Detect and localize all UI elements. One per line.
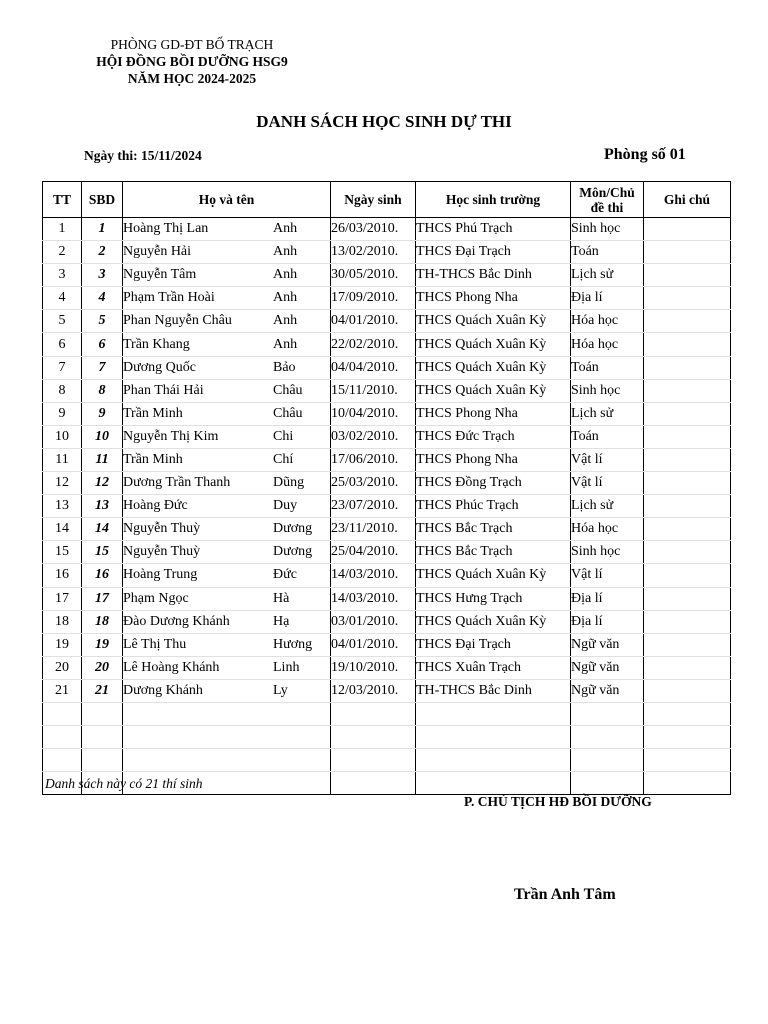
cell-dob: 26/03/2010. <box>331 218 416 241</box>
cell-sbd: 10 <box>82 425 123 448</box>
table-row <box>43 495 731 518</box>
cell-tt: 20 <box>43 656 82 679</box>
cell-name <box>123 241 331 264</box>
cell-school <box>416 702 571 725</box>
cell-school: THCS Phong Nha <box>416 402 571 425</box>
last-middle-name: Lê Thị Thu <box>123 636 187 652</box>
cell-sbd: 6 <box>82 333 123 356</box>
cell-note <box>644 702 731 725</box>
cell-school: THCS Bắc Trạch <box>416 541 571 564</box>
cell-name <box>123 310 331 333</box>
room-number: Phòng số 01 <box>604 146 686 163</box>
last-middle-name: Lê Hoàng Khánh <box>123 659 220 675</box>
cell-tt: 18 <box>43 610 82 633</box>
document-title: DANH SÁCH HỌC SINH DỰ THI <box>256 112 512 131</box>
cell-tt: 8 <box>43 379 82 402</box>
first-name: Châu <box>273 405 303 421</box>
table-row <box>43 379 731 402</box>
cell-school: THCS Xuân Trạch <box>416 656 571 679</box>
cell-dob <box>331 702 416 725</box>
cell-school: TH-THCS Bắc Dinh <box>416 264 571 287</box>
cell-note <box>644 264 731 287</box>
cell-sbd: 13 <box>82 495 123 518</box>
last-middle-name: Dương Khánh <box>123 682 203 698</box>
cell-sbd: 2 <box>82 241 123 264</box>
cell-name <box>123 425 331 448</box>
cell-subject: Hóa học <box>571 310 644 333</box>
table-row <box>43 356 731 379</box>
org-department: PHÒNG GD-ĐT BỐ TRẠCH <box>110 37 274 52</box>
cell-school: THCS Quách Xuân Kỳ <box>416 379 571 402</box>
cell-subject: Sinh học <box>571 379 644 402</box>
column-header-subject: Môn/Chủ đề thi <box>571 182 644 218</box>
last-middle-name: Nguyễn Thuỳ <box>123 521 201 537</box>
cell-dob: 17/09/2010. <box>331 287 416 310</box>
cell-tt: 17 <box>43 587 82 610</box>
cell-note <box>644 633 731 656</box>
cell-dob: 23/07/2010. <box>331 495 416 518</box>
first-name: Bảo <box>273 359 296 375</box>
last-middle-name: Trần Khang <box>123 336 190 352</box>
cell-tt <box>43 726 82 749</box>
cell-note <box>644 448 731 471</box>
cell-dob: 17/06/2010. <box>331 448 416 471</box>
first-name: Đức <box>273 567 297 583</box>
cell-subject: Lịch sử <box>571 264 644 287</box>
first-name: Anh <box>273 313 298 329</box>
cell-note <box>644 402 731 425</box>
cell-dob: 23/11/2010. <box>331 518 416 541</box>
cell-subject <box>571 726 644 749</box>
table-row <box>43 218 731 241</box>
cell-subject <box>571 749 644 772</box>
cell-school: THCS Quách Xuân Kỳ <box>416 333 571 356</box>
cell-dob: 04/01/2010. <box>331 633 416 656</box>
table-row <box>43 333 731 356</box>
cell-subject: Ngữ văn <box>571 633 644 656</box>
cell-school: THCS Quách Xuân Kỳ <box>416 564 571 587</box>
cell-name <box>123 610 331 633</box>
cell-tt: 15 <box>43 541 82 564</box>
cell-school <box>416 726 571 749</box>
first-name: Hà <box>273 590 290 606</box>
first-name: Anh <box>273 244 298 260</box>
cell-tt: 9 <box>43 402 82 425</box>
cell-subject: Vật lí <box>571 448 644 471</box>
last-middle-name: Đào Dương Khánh <box>123 613 230 629</box>
cell-note <box>644 356 731 379</box>
cell-subject: Toán <box>571 241 644 264</box>
column-header-note: Ghi chú <box>644 182 731 218</box>
cell-sbd <box>82 702 123 725</box>
cell-tt: 1 <box>43 218 82 241</box>
cell-dob: 30/05/2010. <box>331 264 416 287</box>
cell-dob: 14/03/2010. <box>331 587 416 610</box>
cell-subject: Địa lí <box>571 287 644 310</box>
cell-note <box>644 772 731 795</box>
cell-tt: 7 <box>43 356 82 379</box>
table-row <box>43 633 731 656</box>
first-name: Chí <box>273 451 294 467</box>
table-row <box>43 587 731 610</box>
cell-note <box>644 726 731 749</box>
last-middle-name: Phan Nguyễn Châu <box>123 313 232 329</box>
cell-sbd: 3 <box>82 264 123 287</box>
cell-dob: 03/01/2010. <box>331 610 416 633</box>
cell-note <box>644 495 731 518</box>
cell-school: THCS Phong Nha <box>416 287 571 310</box>
cell-subject: Toán <box>571 425 644 448</box>
cell-name <box>123 379 331 402</box>
first-name: Ly <box>273 682 288 698</box>
column-header-dob: Ngày sinh <box>331 182 416 218</box>
cell-dob: 19/10/2010. <box>331 656 416 679</box>
cell-tt: 11 <box>43 448 82 471</box>
column-header-sbd: SBD <box>82 182 123 218</box>
cell-sbd: 9 <box>82 402 123 425</box>
cell-dob <box>331 749 416 772</box>
cell-tt: 14 <box>43 518 82 541</box>
cell-school: THCS Đồng Trạch <box>416 472 571 495</box>
cell-school: THCS Quách Xuân Kỳ <box>416 310 571 333</box>
cell-sbd: 21 <box>82 679 123 702</box>
table-row <box>43 726 731 749</box>
cell-subject: Vật lí <box>571 564 644 587</box>
cell-tt: 6 <box>43 333 82 356</box>
first-name: Châu <box>273 382 303 398</box>
last-middle-name: Nguyễn Tâm <box>123 267 197 283</box>
cell-tt: 10 <box>43 425 82 448</box>
cell-dob <box>331 726 416 749</box>
table-row <box>43 310 731 333</box>
cell-name <box>123 218 331 241</box>
last-middle-name: Nguyễn Thị Kim <box>123 428 219 444</box>
cell-subject: Vật lí <box>571 472 644 495</box>
column-header-tt: TT <box>43 182 82 218</box>
cell-sbd: 20 <box>82 656 123 679</box>
last-middle-name: Phạm Ngọc <box>123 590 189 606</box>
table-row <box>43 472 731 495</box>
cell-tt: 3 <box>43 264 82 287</box>
cell-sbd: 4 <box>82 287 123 310</box>
table-row <box>43 679 731 702</box>
table-row <box>43 656 731 679</box>
cell-note <box>644 425 731 448</box>
last-middle-name: Nguyễn Thuỳ <box>123 544 201 560</box>
cell-school: THCS Quách Xuân Kỳ <box>416 610 571 633</box>
last-middle-name: Nguyễn Hải <box>123 244 192 260</box>
column-header-name: Họ và tên <box>123 182 331 218</box>
cell-tt <box>43 702 82 725</box>
signer-name: Trần Anh Tâm <box>514 886 616 903</box>
cell-note <box>644 379 731 402</box>
cell-name <box>123 633 331 656</box>
cell-subject: Toán <box>571 356 644 379</box>
cell-tt: 21 <box>43 679 82 702</box>
table-body <box>43 218 731 795</box>
cell-name <box>123 356 331 379</box>
cell-name <box>123 679 331 702</box>
cell-name <box>123 726 331 749</box>
cell-school: THCS Phúc Trạch <box>416 495 571 518</box>
cell-school: THCS Đức Trạch <box>416 425 571 448</box>
cell-sbd <box>82 749 123 772</box>
table-row <box>43 610 731 633</box>
first-name: Linh <box>273 659 300 675</box>
cell-tt: 2 <box>43 241 82 264</box>
cell-note <box>644 749 731 772</box>
last-middle-name: Dương Quốc <box>123 359 196 375</box>
table-header-row <box>43 182 731 218</box>
table-row <box>43 241 731 264</box>
cell-sbd: 17 <box>82 587 123 610</box>
cell-sbd: 8 <box>82 379 123 402</box>
cell-note <box>644 541 731 564</box>
cell-tt: 5 <box>43 310 82 333</box>
cell-subject: Địa lí <box>571 610 644 633</box>
cell-school: THCS Phong Nha <box>416 448 571 471</box>
cell-name <box>123 518 331 541</box>
cell-name <box>123 749 331 772</box>
cell-name <box>123 656 331 679</box>
cell-subject: Hóa học <box>571 518 644 541</box>
cell-subject: Sinh học <box>571 541 644 564</box>
candidate-table <box>42 181 731 795</box>
cell-name <box>123 587 331 610</box>
table-row <box>43 448 731 471</box>
org-council: HỘI ĐỒNG BỒI DƯỠNG HSG9 <box>96 54 288 69</box>
column-header-school: Học sinh trường <box>416 182 571 218</box>
last-middle-name: Hoàng Thị Lan <box>123 221 209 237</box>
last-middle-name: Dương Trần Thanh <box>123 475 231 491</box>
cell-sbd: 14 <box>82 518 123 541</box>
cell-note <box>644 333 731 356</box>
cell-dob: 22/02/2010. <box>331 333 416 356</box>
cell-school <box>416 749 571 772</box>
cell-subject: Ngữ văn <box>571 656 644 679</box>
cell-school: THCS Hưng Trạch <box>416 587 571 610</box>
first-name: Dương <box>273 544 313 560</box>
cell-dob: 14/03/2010. <box>331 564 416 587</box>
first-name: Duy <box>273 498 298 514</box>
cell-note <box>644 472 731 495</box>
cell-school: THCS Phú Trạch <box>416 218 571 241</box>
table-row <box>43 425 731 448</box>
cell-sbd: 18 <box>82 610 123 633</box>
cell-dob: 04/01/2010. <box>331 310 416 333</box>
cell-subject: Hóa học <box>571 333 644 356</box>
cell-subject: Ngữ văn <box>571 679 644 702</box>
cell-sbd: 11 <box>82 448 123 471</box>
cell-name <box>123 495 331 518</box>
cell-school: THCS Bắc Trạch <box>416 518 571 541</box>
first-name: Anh <box>273 221 298 237</box>
cell-note <box>644 310 731 333</box>
cell-note <box>644 241 731 264</box>
cell-sbd: 7 <box>82 356 123 379</box>
cell-sbd: 15 <box>82 541 123 564</box>
last-middle-name: Trần Minh <box>123 451 183 467</box>
first-name: Hạ <box>273 613 290 629</box>
cell-subject: Lịch sử <box>571 495 644 518</box>
cell-name <box>123 541 331 564</box>
cell-name <box>123 287 331 310</box>
cell-school <box>416 772 571 795</box>
cell-school: THCS Đại Trạch <box>416 241 571 264</box>
cell-note <box>644 518 731 541</box>
cell-note <box>644 287 731 310</box>
cell-name <box>123 333 331 356</box>
last-middle-name: Hoàng Trung <box>123 567 198 583</box>
school-year: NĂM HỌC 2024-2025 <box>127 71 257 86</box>
cell-note <box>644 610 731 633</box>
cell-tt: 13 <box>43 495 82 518</box>
cell-tt: 4 <box>43 287 82 310</box>
cell-subject: Địa lí <box>571 587 644 610</box>
cell-name <box>123 702 331 725</box>
cell-sbd: 5 <box>82 310 123 333</box>
cell-sbd: 16 <box>82 564 123 587</box>
first-name: Dương <box>273 521 313 537</box>
cell-sbd <box>82 726 123 749</box>
last-middle-name: Trần Minh <box>123 405 183 421</box>
first-name: Dũng <box>273 475 305 491</box>
first-name: Anh <box>273 336 298 352</box>
last-middle-name: Phan Thái Hải <box>123 382 204 398</box>
table-row <box>43 518 731 541</box>
cell-name <box>123 472 331 495</box>
last-middle-name: Phạm Trần Hoài <box>123 290 215 306</box>
candidate-count-note: Danh sách này có 21 thí sinh <box>45 776 203 791</box>
table-row <box>43 749 731 772</box>
exam-date: Ngày thi: 15/11/2024 <box>84 148 202 163</box>
cell-dob: 03/02/2010. <box>331 425 416 448</box>
table-row <box>43 402 731 425</box>
cell-note <box>644 656 731 679</box>
table-row <box>43 287 731 310</box>
cell-tt: 16 <box>43 564 82 587</box>
cell-tt <box>43 749 82 772</box>
cell-note <box>644 679 731 702</box>
table-row <box>43 702 731 725</box>
cell-dob: 13/02/2010. <box>331 241 416 264</box>
cell-dob: 04/04/2010. <box>331 356 416 379</box>
cell-dob: 25/04/2010. <box>331 541 416 564</box>
cell-tt: 19 <box>43 633 82 656</box>
table-row <box>43 264 731 287</box>
cell-dob: 12/03/2010. <box>331 679 416 702</box>
cell-school: TH-THCS Bắc Dinh <box>416 679 571 702</box>
cell-note <box>644 587 731 610</box>
cell-subject: Sinh học <box>571 218 644 241</box>
cell-name <box>123 448 331 471</box>
cell-subject <box>571 702 644 725</box>
cell-dob: 25/03/2010. <box>331 472 416 495</box>
last-middle-name: Hoàng Đức <box>123 498 188 514</box>
cell-tt: 12 <box>43 472 82 495</box>
cell-note <box>644 564 731 587</box>
cell-school: THCS Đại Trạch <box>416 633 571 656</box>
first-name: Hương <box>273 636 313 652</box>
cell-sbd: 19 <box>82 633 123 656</box>
cell-name <box>123 564 331 587</box>
cell-dob: 10/04/2010. <box>331 402 416 425</box>
cell-name <box>123 402 331 425</box>
cell-dob <box>331 772 416 795</box>
cell-school: THCS Quách Xuân Kỳ <box>416 356 571 379</box>
cell-sbd: 1 <box>82 218 123 241</box>
first-name: Anh <box>273 267 298 283</box>
table-row <box>43 564 731 587</box>
signature-title: P. CHỦ TỊCH HĐ BỒI DƯỠNG <box>464 794 652 809</box>
cell-subject: Lịch sử <box>571 402 644 425</box>
cell-subject <box>571 772 644 795</box>
first-name: Anh <box>273 290 298 306</box>
cell-dob: 15/11/2010. <box>331 379 416 402</box>
table-row <box>43 541 731 564</box>
cell-sbd: 12 <box>82 472 123 495</box>
cell-note <box>644 218 731 241</box>
first-name: Chi <box>273 428 294 444</box>
cell-name <box>123 264 331 287</box>
